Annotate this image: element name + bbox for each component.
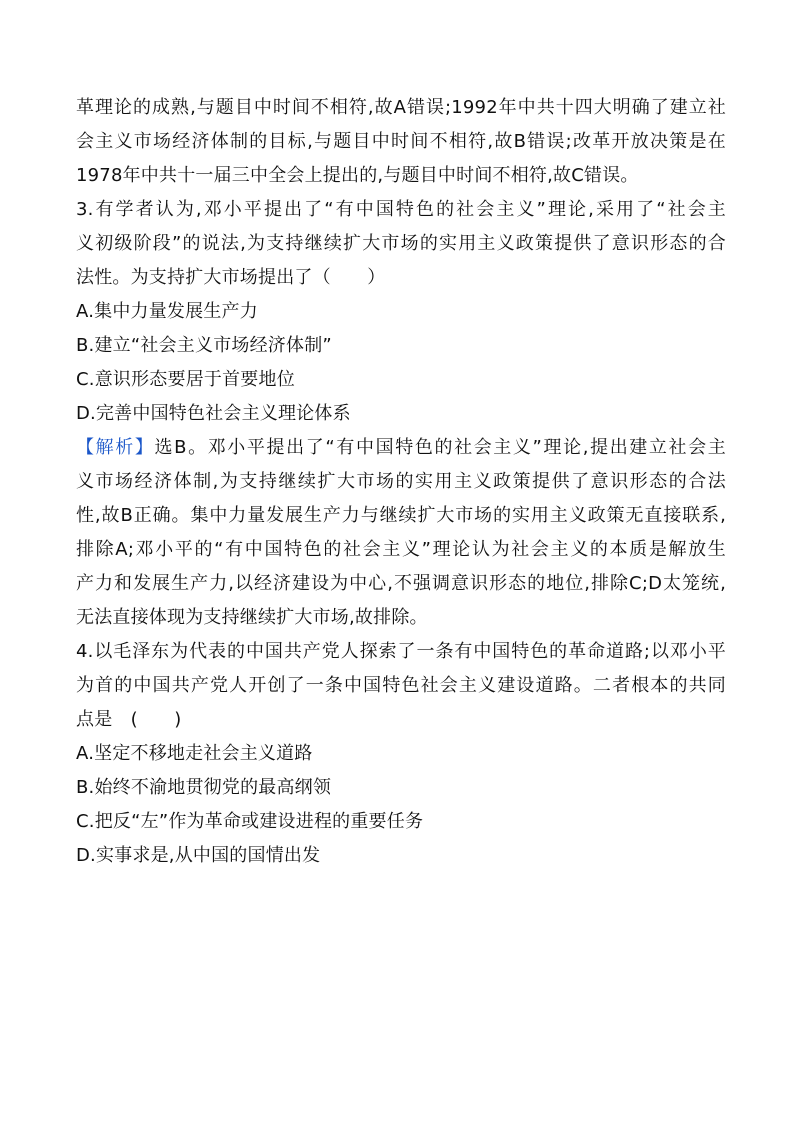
q3-analysis-line-2: 义市场经济体制,为支持继续扩大市场的实用主义政策提供了意识形态的合法 bbox=[76, 471, 726, 492]
intro-line-2: 会主义市场经济体制的目标,与题目中时间不相符,故B错误;改革开放决策是在 bbox=[76, 131, 726, 152]
q4-stem-line-3: 点是 ( ) bbox=[76, 709, 182, 730]
question-4 bbox=[76, 640, 726, 878]
intro-line-1: 革理论的成熟,与题目中时间不相符,故A错误;1992年中共十四大明确了建立社 bbox=[76, 97, 726, 118]
q3-analysis-line-5: 产力和发展生产力,以经济建设为中心,不强调意识形态的地位,排除C;D太笼统, bbox=[76, 573, 726, 594]
q3-option-c: C.意识形态要居于首要地位 bbox=[76, 369, 295, 390]
q3-option-d: D.完善中国特色社会主义理论体系 bbox=[76, 403, 351, 424]
q3-analysis-line-1 bbox=[76, 436, 726, 470]
q3-option-b: B.建立“社会主义市场经济体制” bbox=[76, 335, 332, 356]
q3-analysis-line-3: 性,故B正确。集中力量发展生产力与继续扩大市场的实用主义政策无直接联系, bbox=[76, 505, 726, 526]
q3-analysis-first: 选B。邓小平提出了“有中国特色的社会主义”理论,提出建立社会主 bbox=[154, 437, 726, 458]
q3-stem-line-2: 义初级阶段”的说法,为支持继续扩大市场的实用主义政策提供了意识形态的合 bbox=[76, 233, 726, 254]
intro-paragraph bbox=[76, 96, 726, 198]
intro-line-3: 1978年中共十一届三中全会上提出的,与题目中时间不相符,故C错误。 bbox=[76, 165, 639, 186]
q3-stem-line-1: 3.有学者认为,邓小平提出了“有中国特色的社会主义”理论,采用了“社会主 bbox=[76, 199, 726, 220]
q4-option-b: B.始终不渝地贯彻党的最高纲领 bbox=[76, 777, 332, 798]
question-3 bbox=[76, 198, 726, 640]
q3-option-a: A.集中力量发展生产力 bbox=[76, 301, 258, 322]
q3-analysis-line-6: 无法直接体现为支持继续扩大市场,故排除。 bbox=[76, 607, 428, 628]
q4-stem-line-1: 4.以毛泽东为代表的中国共产党人探索了一条有中国特色的革命道路;以邓小平 bbox=[76, 641, 726, 662]
q4-option-a: A.坚定不移地走社会主义道路 bbox=[76, 743, 313, 764]
q3-stem-line-3: 法性。为支持扩大市场提出了（ ） bbox=[76, 267, 386, 288]
q4-option-d: D.实事求是,从中国的国情出发 bbox=[76, 845, 321, 866]
q4-option-c: C.把反“左”作为革命或建设进程的重要任务 bbox=[76, 811, 424, 832]
q3-analysis-line-4: 排除A;邓小平的“有中国特色的社会主义”理论认为社会主义的本质是解放生 bbox=[76, 539, 726, 560]
document-page bbox=[76, 96, 726, 878]
q4-stem-line-2: 为首的中国共产党人开创了一条中国特色社会主义建设道路。二者根本的共同 bbox=[76, 675, 726, 696]
analysis-tag: 【解析】 bbox=[76, 437, 155, 458]
